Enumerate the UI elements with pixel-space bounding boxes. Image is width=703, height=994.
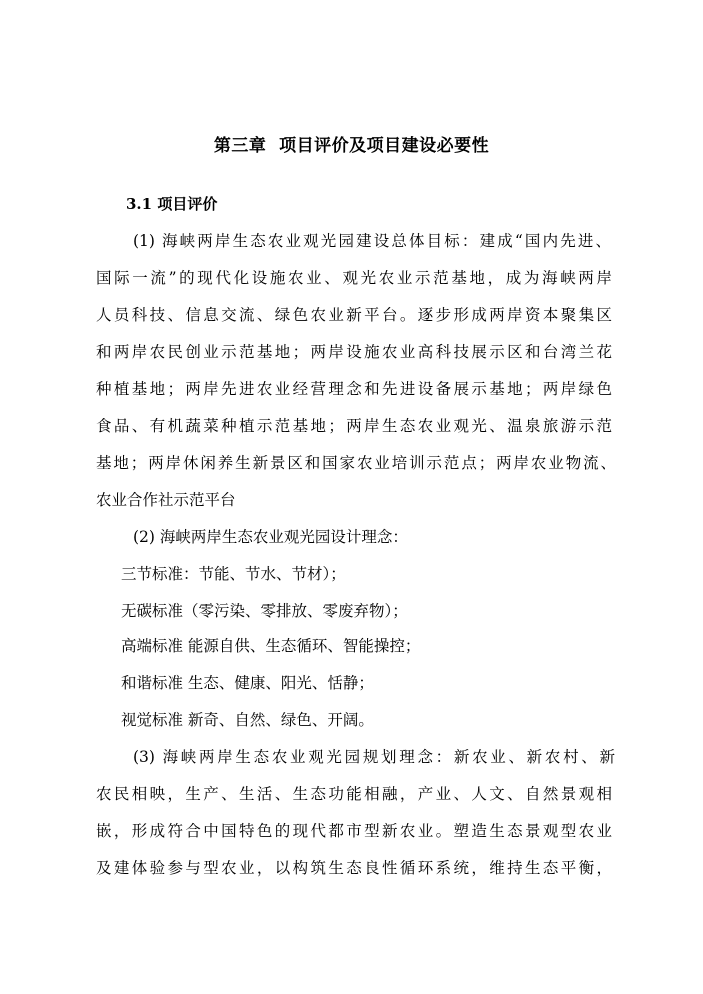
para1-line-2: 国际一流”的现代化设施农业、观光农业示范基地，成为海峡两岸 [96,269,612,287]
standard-item-4: 和谐标准 生态、健康、阳光、恬静； [121,674,374,692]
para1-line-7: 基地；两岸休闲养生新景区和国家农业培训示范点；两岸农业物流、 [96,454,616,472]
para1-line-8: 农业合作社示范平台 [96,491,236,509]
para1-line-6: 食品、有机蔬菜种植示范基地；两岸生态农业观光、温泉旅游示范 [96,417,612,435]
chapter-title: 第三章 项目评价及项目建设必要性 [213,136,490,156]
para3-line-4: 及建体验参与型农业，以构筑生态良性循环系统，维持生态平衡， [96,859,612,877]
section-heading: 3.1 项目评价 [126,195,218,213]
standard-item-5: 视觉标准 新奇、自然、绿色、开阔。 [121,711,374,729]
standard-item-2: 无碳标准（零污染、零排放、零废弃物）； [121,602,408,620]
para3-line-2: 农民相映，生产、生活、生态功能相融，产业、人文、自然景观相 [96,785,612,803]
standard-item-3: 高端标准 能源自供、生态循环、智能操控； [121,637,421,655]
standard-item-1: 三节标准：节能、节水、节材）； [121,565,346,583]
para1-line-4: 和两岸农民创业示范基地；两岸设施农业高科技展示区和台湾兰花 [96,343,612,361]
para3-line-1: (3) 海峡两岸生态农业观光园规划理念：新农业、新农村、新 [133,748,615,766]
para1-line-3: 人员科技、信息交流、绿色农业新平台。逐步形成两岸资本聚集区 [96,306,612,324]
para3-line-3: 嵌，形成符合中国特色的现代都市型新农业。塑造生态景观型农业 [96,822,612,840]
para1-line-1: (1) 海峡两岸生态农业观光园建设总体目标：建成“国内先进、 [133,232,611,250]
para1-line-5: 种植基地；两岸先进农业经营理念和先进设备展示基地；两岸绿色 [96,380,612,398]
para2-intro: (2) 海峡两岸生态农业观光园设计理念： [133,528,408,546]
